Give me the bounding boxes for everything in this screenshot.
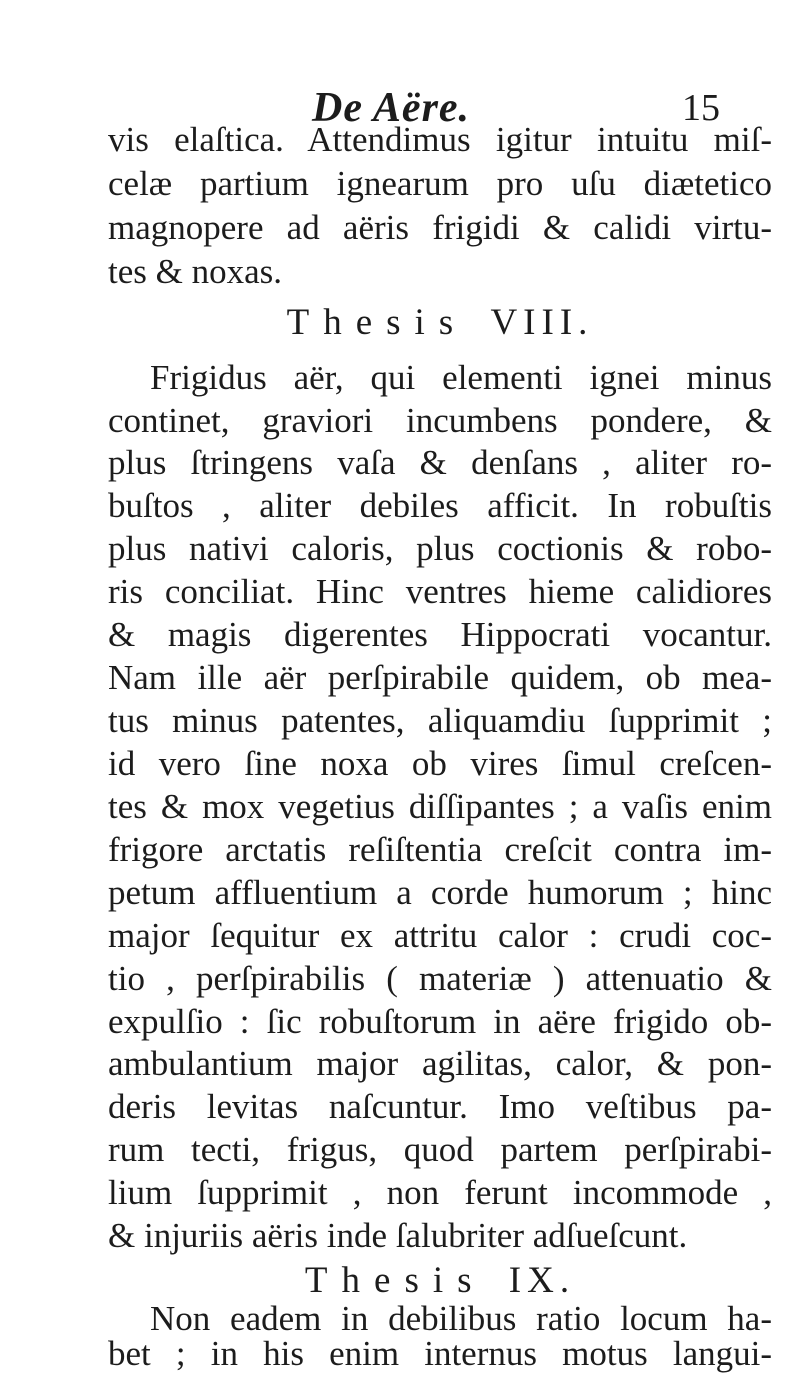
running-head-title: De Aëre.: [312, 85, 471, 131]
text-line: & injuriis aëris inde ſalubriter adſueſcunt.: [108, 1216, 688, 1256]
text-line: tus minus patentes, aliquamdiu ſupprimit ;: [108, 701, 772, 740]
text-line: expulſio : ſic robuſtorum in aëre frigido ob-: [108, 1001, 772, 1041]
text-line: bet ; in his enim internus motus langui-: [108, 1334, 772, 1373]
text-line: frigore arctatis reſiſtentia creſcit contra im-: [108, 829, 772, 869]
text-line: buſtos , aliter debiles afficit. In robuſtis: [108, 486, 772, 526]
thesis-heading-ix: [108, 1260, 772, 1302]
text-line: major ſequitur ex attritu calor : crudi coc-: [108, 915, 772, 955]
page-number: 15: [682, 87, 720, 129]
text-line: id vero ſine noxa ob vires ſimul creſcen-: [108, 743, 772, 783]
text-line: tes & noxas.: [108, 251, 283, 291]
text-line: plus ſtringens vaſa & denſans , aliter ro-: [108, 443, 772, 483]
text-line: lium ſupprimit , non ferunt incommode ,: [108, 1173, 772, 1213]
text-line: celæ partium ignearum pro uſu diætetico: [108, 163, 772, 203]
text-line: vis elaſtica. Attendimus igitur intuitu miſ-: [108, 120, 772, 159]
text-line: plus nativi caloris, plus coctionis & robo-: [108, 529, 772, 569]
text-line: rum tecti, frigus, quod partem perſpirabi-: [108, 1130, 772, 1170]
text-line: deris levitas naſcuntur. Imo veſtibus pa-: [108, 1087, 772, 1127]
thesis-label: Thesis: [304, 1260, 486, 1302]
text-line: Non eadem in debilibus ratio locum ha-: [150, 1299, 772, 1338]
text-line: ris conciliat. Hinc ventres hieme calidiores: [108, 572, 772, 612]
text-line: tes & mox vegetius diſſipantes ; a vaſis enim: [108, 786, 772, 826]
text-line: Frigidus aër, qui elementi ignei minus: [150, 357, 772, 397]
text-line: ambulantium major agilitas, calor, & pon-: [108, 1044, 772, 1084]
text-line: Nam ille aër perſpirabile quidem, ob mea-: [108, 658, 772, 698]
text-line: magnopere ad aëris frigidi & calidi virtu-: [108, 207, 772, 247]
thesis-heading-viii: [108, 302, 772, 344]
text-line: tio , perſpirabilis ( materiæ ) attenuatio &: [108, 958, 772, 998]
thesis-number: IX.: [508, 1260, 576, 1302]
text-line: petum affluentium a corde humorum ; hinc: [108, 872, 772, 912]
text-line: continet, graviori incumbens pondere, &: [108, 400, 772, 440]
thesis-label: Thesis: [286, 301, 468, 343]
thesis-number: VIII.: [490, 301, 594, 343]
text-line: & magis digerentes Hippocrati vocantur.: [108, 615, 772, 655]
